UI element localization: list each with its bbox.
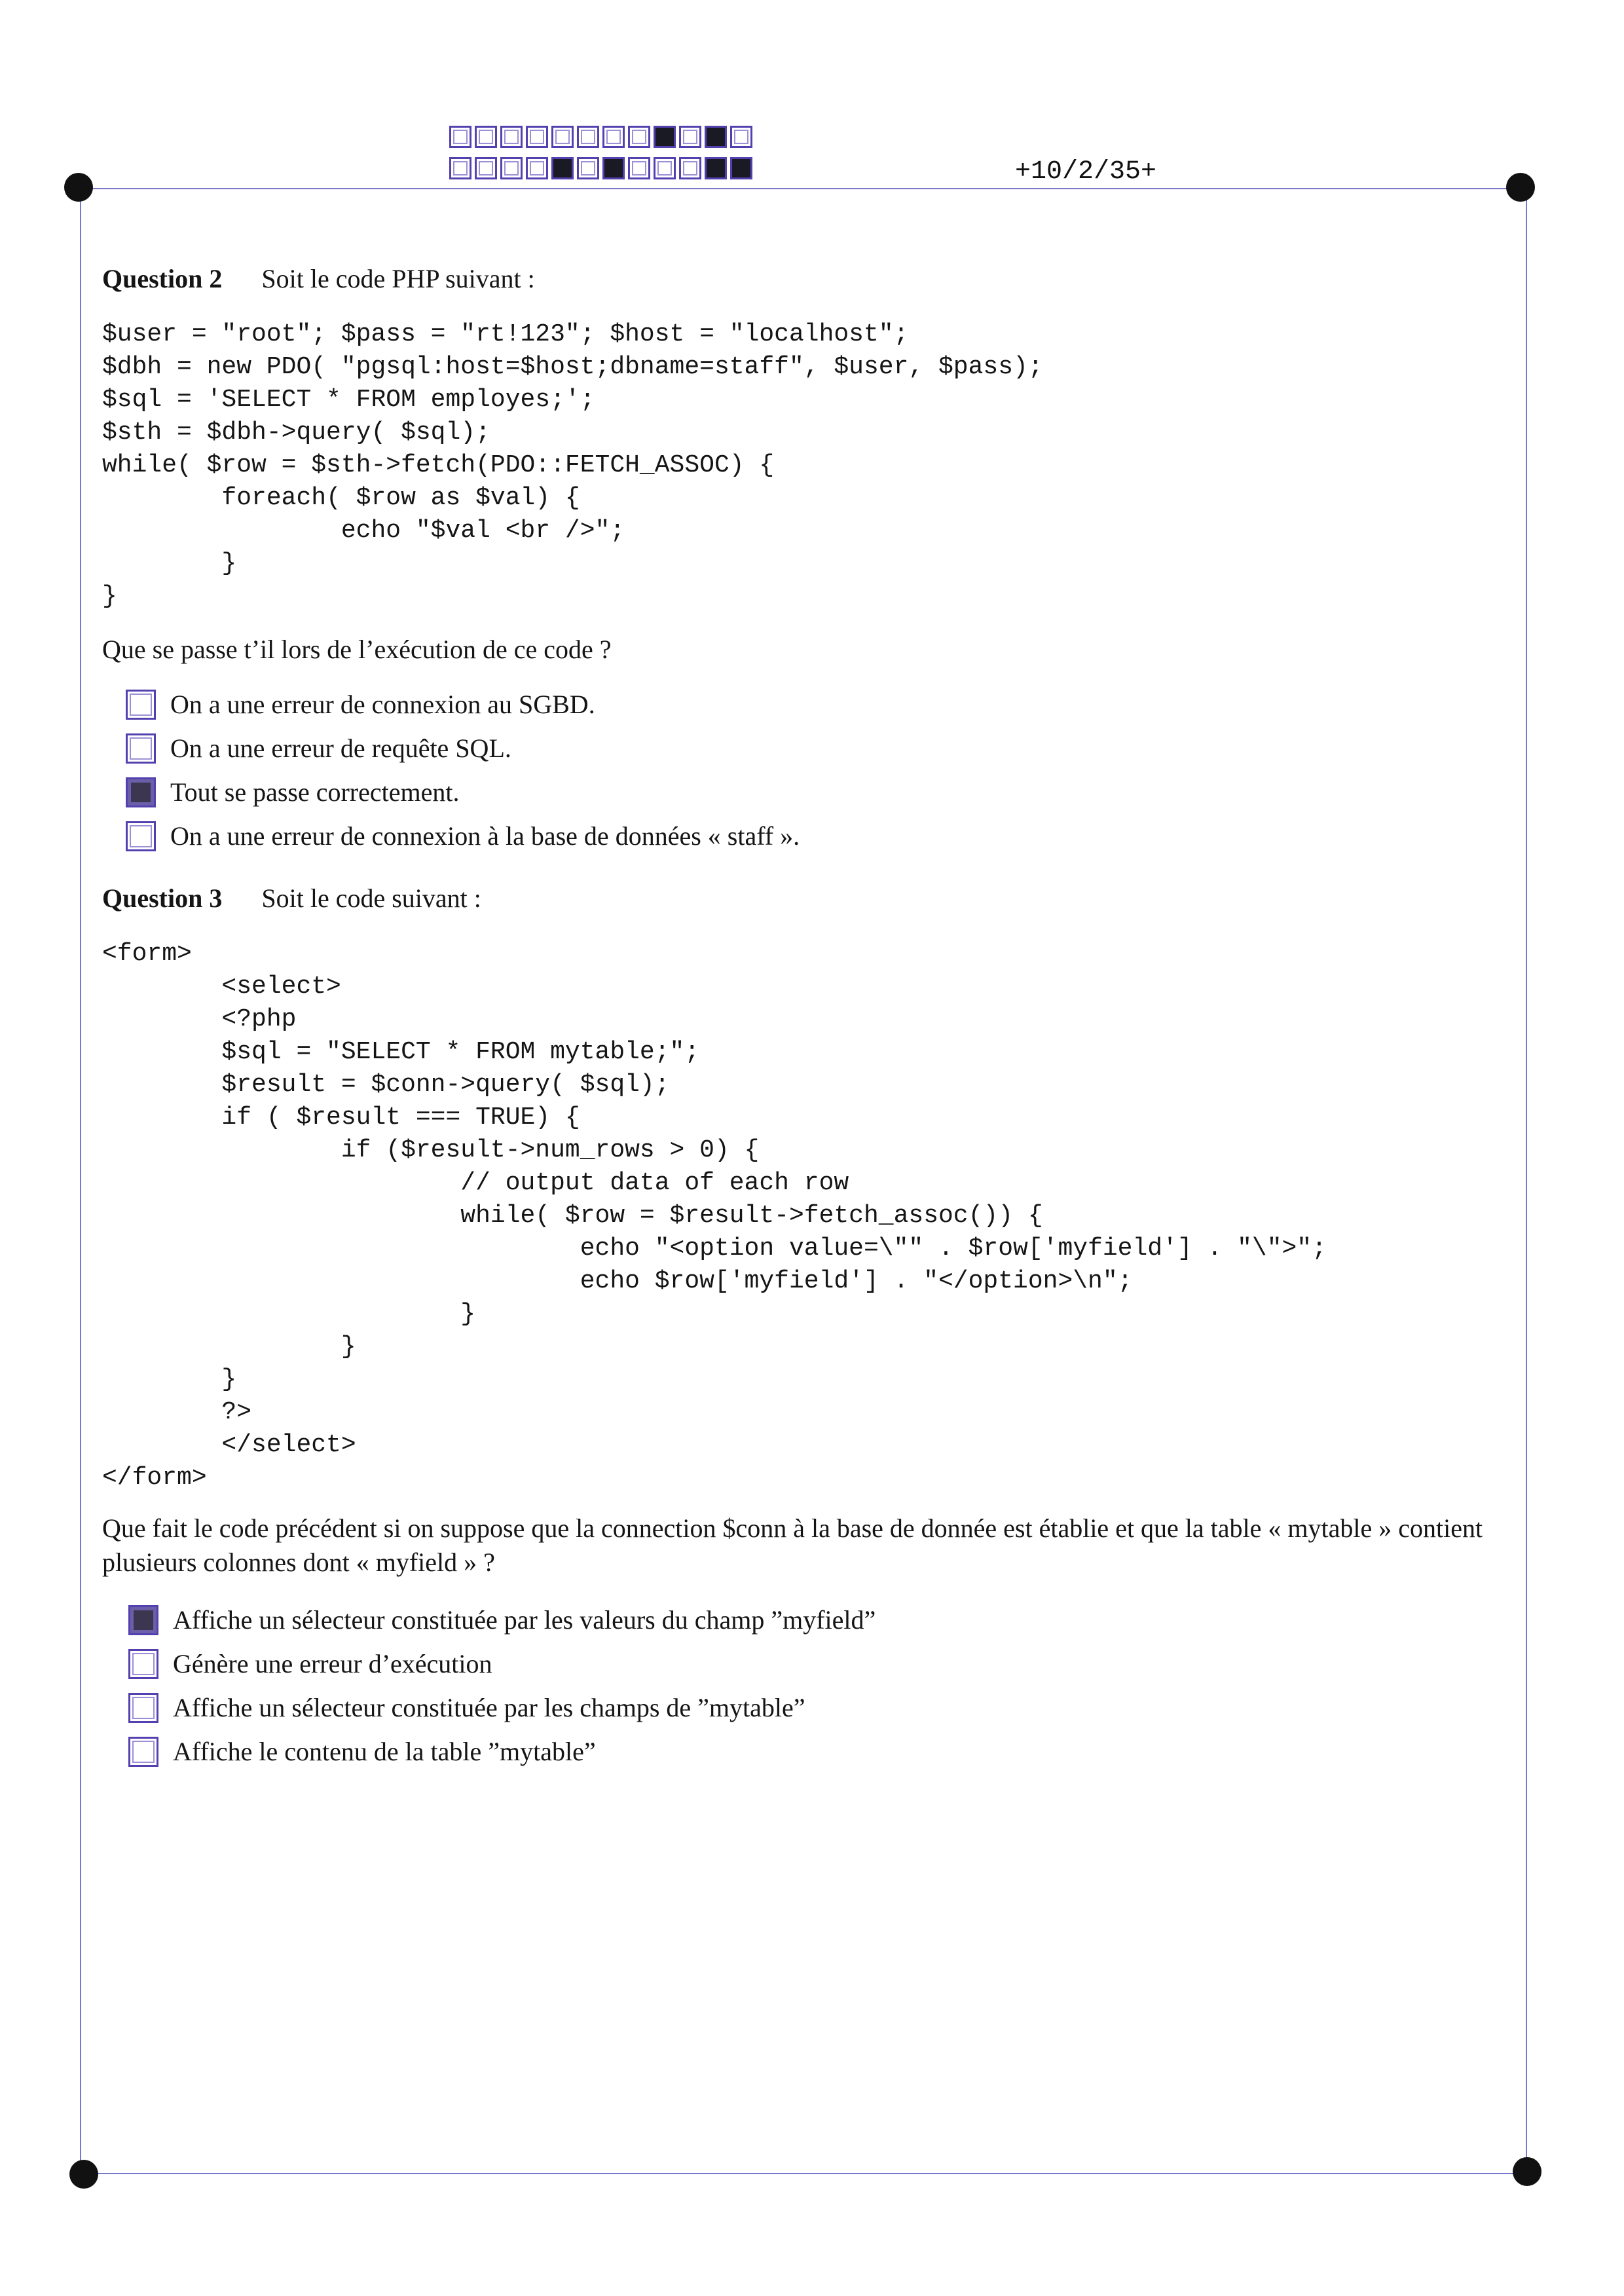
id-cell: [526, 126, 548, 148]
id-cell: [654, 126, 676, 148]
answer-option[interactable]: [126, 814, 800, 858]
id-cell: [602, 157, 625, 179]
question-3-code: <form> <select> <?php $sql = "SELECT * FROM mytable;"; $result = $conn->query( $sql); if ( $result === TRUE) { if ($result->num_rows > 0) { // output data of each row while( $row = $result->fetch_assoc()) { echo "<option value=\"" . $row['myfield'] . "\">"; echo $row['myfield'] . "</option>\n"; } } } ?> </select> </form>: [102, 940, 1327, 1492]
question-title: Soit le code PHP suivant :: [261, 264, 535, 293]
checked-checkbox[interactable]: [126, 777, 156, 807]
id-cell: [730, 157, 752, 179]
question-3-prompt: Que fait le code précédent si on suppose que la connection $conn à la base de donnée est établie et que la table « mytable » contient plusieurs colonnes dont « myfield » ?: [102, 1513, 1483, 1577]
id-cell: [577, 126, 599, 148]
id-cell: [705, 126, 727, 148]
answer-label: Affiche un sélecteur constituée par les valeurs du champ ”myfield”: [173, 1605, 876, 1635]
id-cell: [654, 157, 676, 179]
id-cell: [449, 126, 471, 148]
question-3-heading: [102, 883, 481, 914]
answer-label: Affiche le contenu de la table ”mytable”: [173, 1737, 596, 1766]
answer-label: Génère une erreur d’exécution: [173, 1649, 492, 1678]
corner-marker-bottom-left: [69, 2160, 98, 2189]
id-box-row-1: [449, 126, 756, 148]
answer-label: On a une erreur de connexion à la base de données « staff ».: [170, 821, 800, 851]
id-cell: [730, 126, 752, 148]
id-cell: [551, 126, 574, 148]
answer-label: On a une erreur de requête SQL.: [170, 733, 511, 763]
answer-option[interactable]: [128, 1642, 876, 1686]
id-cell: [475, 157, 497, 179]
id-cell: [602, 126, 625, 148]
answer-label: Affiche un sélecteur constituée par les champs de ”mytable”: [173, 1693, 805, 1722]
answer-option[interactable]: [126, 726, 800, 770]
id-cell: [577, 157, 599, 179]
question-3-answers: [128, 1598, 876, 1773]
answer-option[interactable]: [128, 1730, 876, 1773]
id-cell: [628, 157, 650, 179]
answer-label: Tout se passe correctement.: [170, 777, 460, 807]
id-cell: [500, 157, 523, 179]
id-cell: [475, 126, 497, 148]
id-cell: [679, 126, 701, 148]
id-cell: [526, 157, 548, 179]
id-box-row-2: [449, 157, 756, 179]
checkbox[interactable]: [128, 1649, 158, 1679]
question-2-code: $user = "root"; $pass = "rt!123"; $host = "localhost"; $dbh = new PDO( "pgsql:host=$host;dbname=staff", $user, $pass); $sql = 'SELECT * FROM employes;'; $sth = $dbh->query( $sql); while( $row = $sth->fetch(PDO::FETCH_ASSOC) { foreach( $row as $val) { echo "$val <br />"; } }: [102, 320, 1043, 610]
question-number: Question 2: [102, 264, 223, 293]
checkbox[interactable]: [126, 733, 156, 764]
checkbox[interactable]: [126, 821, 156, 851]
id-cell: [500, 126, 523, 148]
question-2-answers: [126, 682, 800, 858]
checkbox[interactable]: [126, 690, 156, 720]
page-code: +10/2/35+: [1015, 157, 1157, 187]
corner-marker-bottom-right: [1513, 2157, 1541, 2186]
corner-marker-top-left: [64, 173, 93, 202]
checkbox[interactable]: [128, 1737, 158, 1767]
id-cell: [628, 126, 650, 148]
corner-marker-top-right: [1506, 173, 1535, 202]
question-title: Soit le code suivant :: [261, 883, 481, 913]
id-cell: [449, 157, 471, 179]
question-2-prompt: Que se passe t’il lors de l’exécution de ce code ?: [102, 635, 612, 664]
answer-option[interactable]: [126, 682, 800, 726]
id-cell: [705, 157, 727, 179]
checkbox[interactable]: [128, 1693, 158, 1723]
answer-option[interactable]: [126, 770, 800, 814]
id-cell: [679, 157, 701, 179]
question-number: Question 3: [102, 883, 223, 913]
answer-option[interactable]: [128, 1686, 876, 1730]
checked-checkbox[interactable]: [128, 1605, 158, 1635]
answer-label: On a une erreur de connexion au SGBD.: [170, 690, 595, 719]
id-cell: [551, 157, 574, 179]
answer-option[interactable]: [128, 1598, 876, 1642]
question-2-heading: [102, 263, 535, 294]
